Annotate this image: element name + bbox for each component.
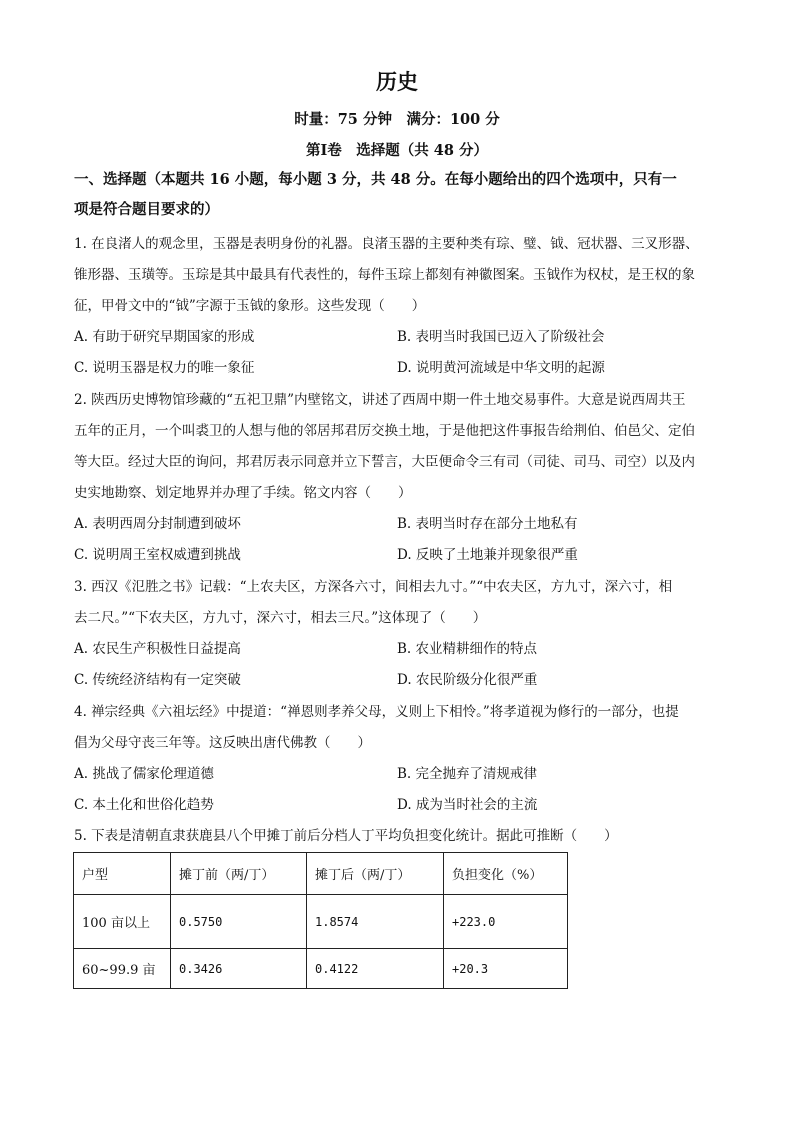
section-heading-line2: 项是符合题目要求的）	[74, 201, 219, 218]
question-2-line-1: 2. 陕西历史博物馆珍藏的“五祀卫鼎”内壁铭文，讲述了西周中期一件土地交易事件。大意是说西周共王	[74, 392, 686, 408]
question-2-option-a[interactable]: A. 表明西周分封制遭到破坏	[74, 516, 241, 532]
table-row	[74, 949, 568, 989]
table-cell: 1.8574	[307, 895, 444, 949]
question-1-option-c[interactable]: C. 说明玉器是权力的唯一象征	[74, 360, 255, 376]
question-3-line-2: 去二尺。”“下农夫区，方九寸，深六寸，相去三尺。”这体现了（ ）	[74, 610, 487, 626]
question-4-option-d[interactable]: D. 成为当时社会的主流	[397, 797, 538, 813]
question-4-option-c[interactable]: C. 本土化和世俗化趋势	[74, 797, 214, 813]
question-2-line-4: 史实地勘察、划定地界并办理了手续。铭文内容（ ）	[74, 485, 412, 501]
question-2-line-3: 等大臣。经过大臣的询问，邦君厉表示同意并立下誓言，大臣便命令三有司（司徒、司马、司空）以及内	[74, 454, 695, 470]
table-cell: 0.3426	[171, 949, 307, 989]
question-1-option-b[interactable]: B. 表明当时我国已迈入了阶级社会	[397, 329, 605, 345]
table-header-cell: 摊丁后（两/丁）	[307, 853, 444, 895]
table-header-cell: 户型	[74, 853, 171, 895]
question-1-line-1: 1. 在良渚人的观念里，玉器是表明身份的礼器。良渚玉器的主要种类有琮、璧、钺、冠状器、三叉形器、	[74, 236, 699, 252]
table-cell: 100 亩以上	[74, 895, 171, 949]
table-cell: 60~99.9 亩	[74, 949, 171, 989]
exam-meta: 时量：75 分钟 满分：100 分	[294, 111, 500, 128]
table-cell: +223.0	[444, 895, 568, 949]
volume-heading: 第Ⅰ卷 选择题（共 48 分）	[305, 142, 489, 159]
question-3-option-d[interactable]: D. 农民阶级分化很严重	[397, 672, 538, 688]
section-heading-line1: 一、选择题（本题共 16 小题，每小题 3 分，共 48 分。在每小题给出的四个选项中，只有一	[74, 171, 677, 188]
table-header-cell: 摊丁前（两/丁）	[171, 853, 307, 895]
question-3-option-a[interactable]: A. 农民生产积极性日益提高	[74, 641, 241, 657]
question-2-option-b[interactable]: B. 表明当时存在部分土地私有	[397, 516, 578, 532]
question-4-line-2: 倡为父母守丧三年等。这反映出唐代佛教（ ）	[74, 735, 371, 751]
table-cell: +20.3	[444, 949, 568, 989]
table-header-row	[74, 853, 568, 895]
question-1-line-2: 锥形器、玉璜等。玉琮是其中最具有代表性的，每件玉琮上都刻有神徽图案。玉钺作为权杖，是王权的象	[74, 267, 695, 283]
table-cell: 0.5750	[171, 895, 307, 949]
question-3-option-c[interactable]: C. 传统经济结构有一定突破	[74, 672, 241, 688]
question-3-line-1: 3. 西汉《氾胜之书》记载：“上农夫区，方深各六寸，间相去九寸。”“中农夫区，方九寸，深六寸，相	[74, 579, 673, 595]
burden-table	[73, 852, 568, 989]
table-cell: 0.4122	[307, 949, 444, 989]
question-3-option-b[interactable]: B. 农业精耕细作的特点	[397, 641, 538, 657]
question-4-line-1: 4. 禅宗经典《六祖坛经》中提道：“禅恩则孝养父母，义则上下相怜。”将孝道视为修行的一部分，也提	[74, 704, 679, 720]
page-title: 历史	[376, 69, 418, 94]
question-1-option-d[interactable]: D. 说明黄河流域是中华文明的起源	[397, 360, 605, 376]
table-header-cell: 负担变化（%）	[444, 853, 568, 895]
question-2-option-c[interactable]: C. 说明周王室权威遭到挑战	[74, 547, 241, 563]
table-row	[74, 895, 568, 949]
question-1-line-3: 征，甲骨文中的“钺”字源于玉钺的象形。这些发现（ ）	[74, 298, 426, 314]
question-2-option-d[interactable]: D. 反映了土地兼并现象很严重	[397, 547, 578, 563]
question-4-option-b[interactable]: B. 完全抛弃了清规戒律	[397, 766, 538, 782]
question-1-option-a[interactable]: A. 有助于研究早期国家的形成	[74, 329, 255, 345]
question-2-line-2: 五年的正月，一个叫裘卫的人想与他的邻居邦君厉交换土地，于是他把这件事报告给荆伯、伯邑父、定伯	[74, 423, 695, 439]
question-5-line-1: 5. 下表是清朝直隶获鹿县八个甲摊丁前后分档人丁平均负担变化统计。据此可推断（ ）	[74, 828, 618, 844]
question-4-option-a[interactable]: A. 挑战了儒家伦理道德	[74, 766, 214, 782]
